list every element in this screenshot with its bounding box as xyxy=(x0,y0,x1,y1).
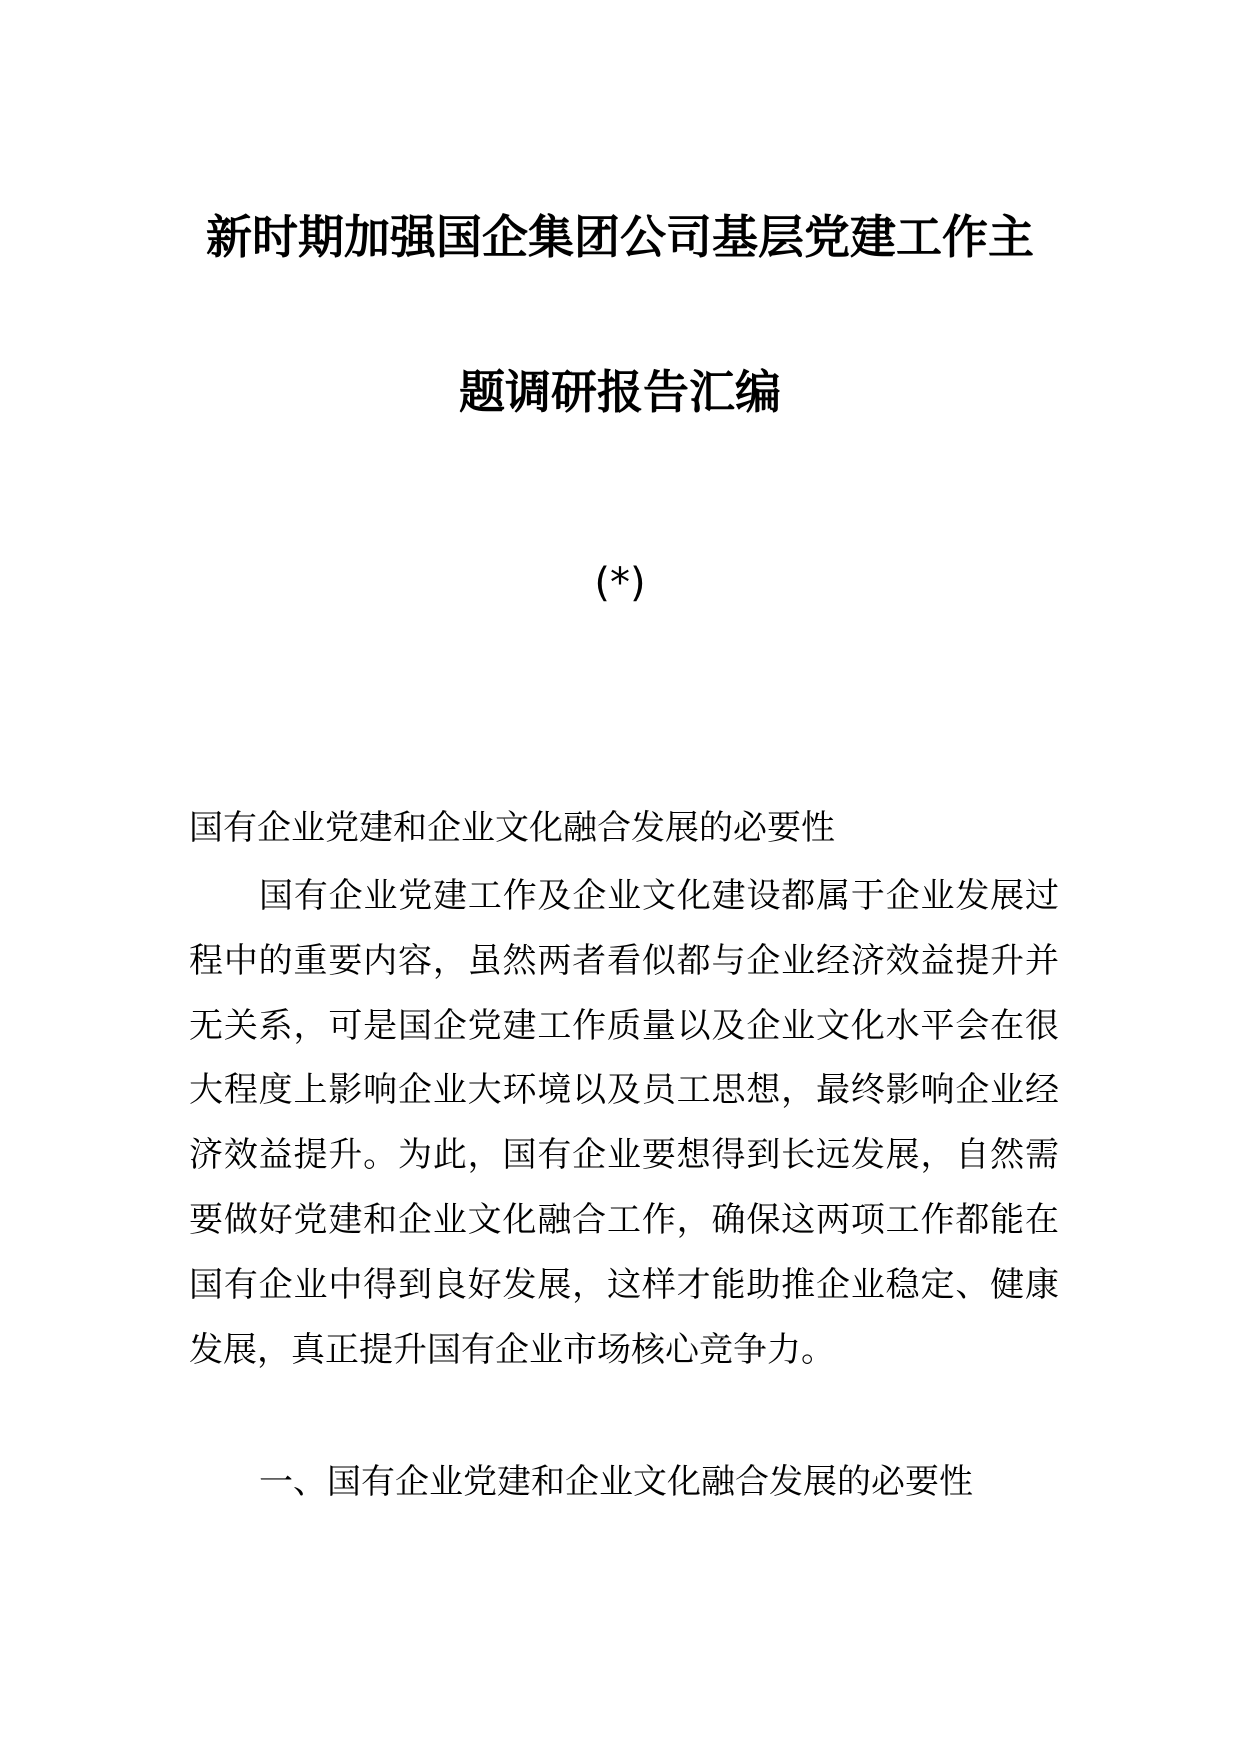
paragraph-line: 国有企业党建工作及企业文化建设都属于企业发展过 xyxy=(259,876,1059,916)
document-subtitle: (*) xyxy=(594,560,646,606)
paragraph-line: 济效益提升。为此，国有企业要想得到长远发展，自然需 xyxy=(189,1135,1059,1175)
paragraph-line: 国有企业中得到良好发展，这样才能助推企业稳定、健康 xyxy=(189,1265,1059,1305)
intro-heading: 国有企业党建和企业文化融合发展的必要性 xyxy=(189,808,835,848)
paragraph-line: 大程度上影响企业大环境以及员工思想，最终影响企业经 xyxy=(189,1070,1059,1110)
section-heading: 一、国有企业党建和企业文化融合发展的必要性 xyxy=(259,1462,973,1502)
paragraph-line: 程中的重要内容，虽然两者看似都与企业经济效益提升并 xyxy=(189,941,1059,981)
document-title-line-1: 新时期加强国企集团公司基层党建工作主 xyxy=(206,210,1034,264)
paragraph-line: 无关系，可是国企党建工作质量以及企业文化水平会在很 xyxy=(189,1006,1059,1046)
document-title-line-2: 题调研报告汇编 xyxy=(459,365,781,419)
paragraph-line: 要做好党建和企业文化融合工作，确保这两项工作都能在 xyxy=(189,1200,1059,1240)
paragraph-line: 发展，真正提升国有企业市场核心竞争力。 xyxy=(189,1330,835,1370)
